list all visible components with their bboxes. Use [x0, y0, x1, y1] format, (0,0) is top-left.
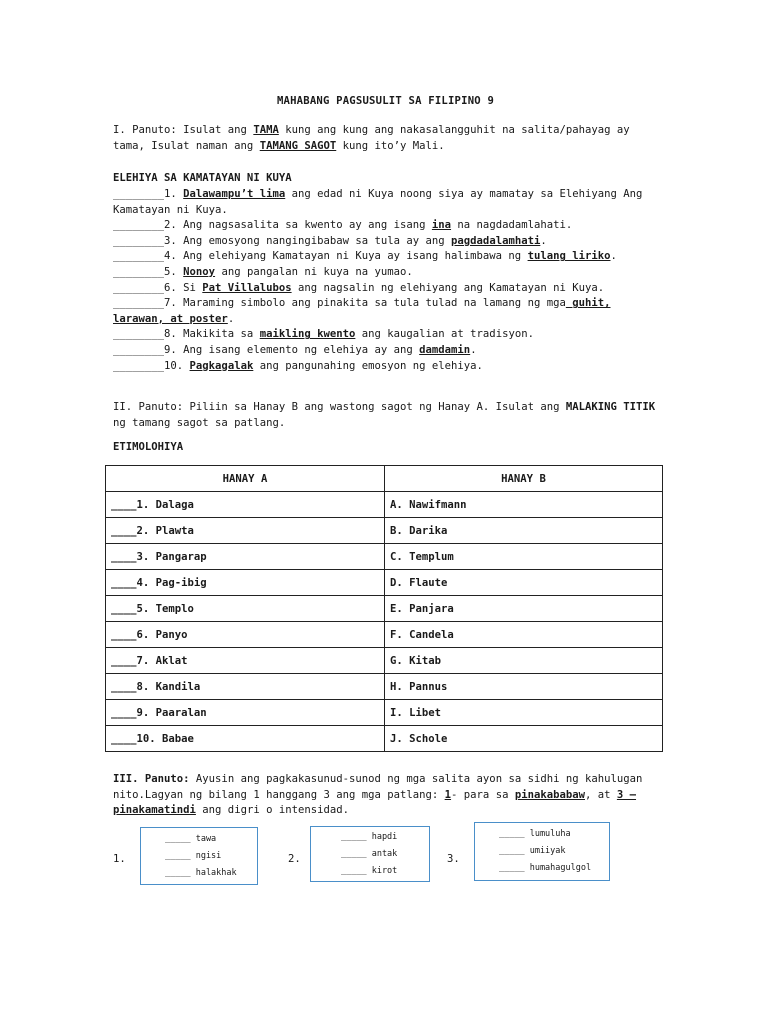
hanay-a-cell: ____1. Dalaga [106, 492, 385, 518]
hanay-b-cell: I. Libet [385, 700, 663, 726]
part3-keyword-1: 1 [444, 788, 452, 801]
matching-table [105, 465, 663, 752]
list-item: ________10. Pagkagalak ang pangunahing emosyon ng elehiya. [113, 359, 483, 372]
part3-instructions [113, 772, 658, 819]
group-number: 2. [288, 853, 301, 865]
word-item: _____ lumuluha [499, 829, 571, 839]
list-item: ________8. Makikita sa maikling kwento ang kaugalian at tradisyon. [113, 328, 534, 341]
part3-text-4: ang digri o intensidad. [195, 804, 349, 817]
hanay-b-cell: H. Pannus [385, 674, 663, 700]
table-row [106, 492, 663, 518]
hanay-b-cell: B. Darika [385, 518, 663, 544]
list-item: ________1. Dalawampu’t lima ang edad ni Kuya noong siya ay mamatay sa Elehiyang Ang Kamatayan ni Kuya. [113, 188, 643, 216]
word-item: _____ hapdi [341, 832, 398, 842]
part3-keyword-3: 3 –pinakamatindi [113, 788, 637, 817]
table-row [106, 648, 663, 674]
part3-text-2: - para sa [451, 788, 515, 801]
part1-keyword-tama: TAMA [253, 124, 279, 136]
word-item: _____ humahagulgol [499, 863, 592, 873]
part3-keyword-2: pinakababaw [514, 788, 585, 801]
list-item: ________6. Si Pat Villalubos ang nagsalin ng elehiyang ang Kamatayan ni Kuya. [113, 281, 605, 294]
word-group-box [140, 827, 258, 885]
part1-text-1: I. Panuto: Isulat ang [113, 124, 254, 136]
group-number: 3. [447, 853, 460, 865]
table-row [106, 726, 663, 752]
table-row [106, 596, 663, 622]
word-item: _____ antak [341, 849, 398, 859]
table-row [106, 622, 663, 648]
hanay-a-cell: ____6. Panyo [106, 622, 385, 648]
column-header-hanay-b: HANAY B [385, 466, 663, 492]
part2-text-1: II. Panuto: Piliin sa Hanay B ang wastong sagot ng Hanay A. Isulat ang [113, 401, 566, 413]
hanay-b-cell: J. Schole [385, 726, 663, 752]
hanay-a-cell: ____7. Aklat [106, 648, 385, 674]
hanay-a-cell: ____9. Paaralan [106, 700, 385, 726]
page-title: MAHABANG PAGSUSULIT SA FILIPINO 9 [276, 95, 495, 107]
hanay-a-cell: ____3. Pangarap [106, 544, 385, 570]
part2-instructions [113, 400, 658, 431]
column-header-hanay-a: HANAY A [106, 466, 385, 492]
list-item: ________3. Ang emosyong nangingibabaw sa tula ay ang pagdadalamhati. [113, 234, 547, 247]
group-number: 1. [113, 853, 126, 865]
hanay-a-cell: ____8. Kandila [106, 674, 385, 700]
word-item: _____ halakhak [165, 868, 237, 878]
part3-text-1: Ayusin ang pagkakasunud-sunod ng mga salita ayon sa sidhi ng kahulugan nito.Lagyan ng bilang 1 hanggang 3 ang mga patlang: [113, 773, 643, 801]
hanay-b-cell: G. Kitab [385, 648, 663, 674]
part3-label: III. Panuto: [113, 773, 190, 785]
table-header-row [106, 466, 663, 492]
hanay-b-cell: E. Panjara [385, 596, 663, 622]
word-item: _____ umiiyak [499, 846, 566, 856]
part2-heading: ETIMOLOHIYA [113, 441, 184, 453]
list-item: ________9. Ang isang elemento ng elehiya ay ang damdamin. [113, 343, 477, 356]
table-row [106, 518, 663, 544]
part1-heading: ELEHIYA SA KAMATAYAN NI KUYA [113, 172, 292, 184]
word-item: _____ tawa [165, 834, 217, 844]
table-row [106, 674, 663, 700]
part1-item-list [113, 187, 658, 374]
table-row [106, 544, 663, 570]
list-item: ________5. Nonoy ang pangalan ni kuya na yumao. [113, 265, 413, 278]
hanay-a-cell: ____5. Templo [106, 596, 385, 622]
hanay-b-cell: F. Candela [385, 622, 663, 648]
list-item: ________7. Maraming simbolo ang pinakita sa tula tulad na lamang ng mga guhit, larawan, at poster. [113, 297, 611, 325]
hanay-a-cell: ____4. Pag-ibig [106, 570, 385, 596]
hanay-b-cell: C. Templum [385, 544, 663, 570]
part2-text-2: ng tamang sagot sa patlang. [113, 416, 286, 429]
word-group-box [310, 826, 430, 882]
hanay-b-cell: D. Flaute [385, 570, 663, 596]
list-item: ________2. Ang nagsasalita sa kwento ay ang isang ina na nagdadamlahati. [113, 219, 573, 232]
hanay-a-cell: ____2. Plawta [106, 518, 385, 544]
table-row [106, 570, 663, 596]
part1-text-2: kung ang kung ang nakasalangguhit na salita/pahayag ay tama, Isulat naman ang [113, 124, 630, 152]
part1-instructions [113, 123, 658, 154]
table-row [106, 700, 663, 726]
part1-text-3: kung ito’y Mali. [336, 139, 445, 152]
part3-text-3: , at [585, 788, 617, 801]
list-item: ________4. Ang elehiyang Kamatayan ni Kuya ay isang halimbawa ng tulang liriko. [113, 250, 617, 263]
word-group-box [474, 822, 610, 881]
word-item: _____ kirot [341, 866, 398, 876]
hanay-a-cell: ____10. Babae [106, 726, 385, 752]
word-item: _____ ngisi [165, 851, 222, 861]
part1-keyword-tamang-sagot: TAMANG SAGOT [259, 139, 337, 152]
hanay-b-cell: A. Nawifmann [385, 492, 663, 518]
part2-keyword: MALAKING TITIK [565, 401, 656, 413]
